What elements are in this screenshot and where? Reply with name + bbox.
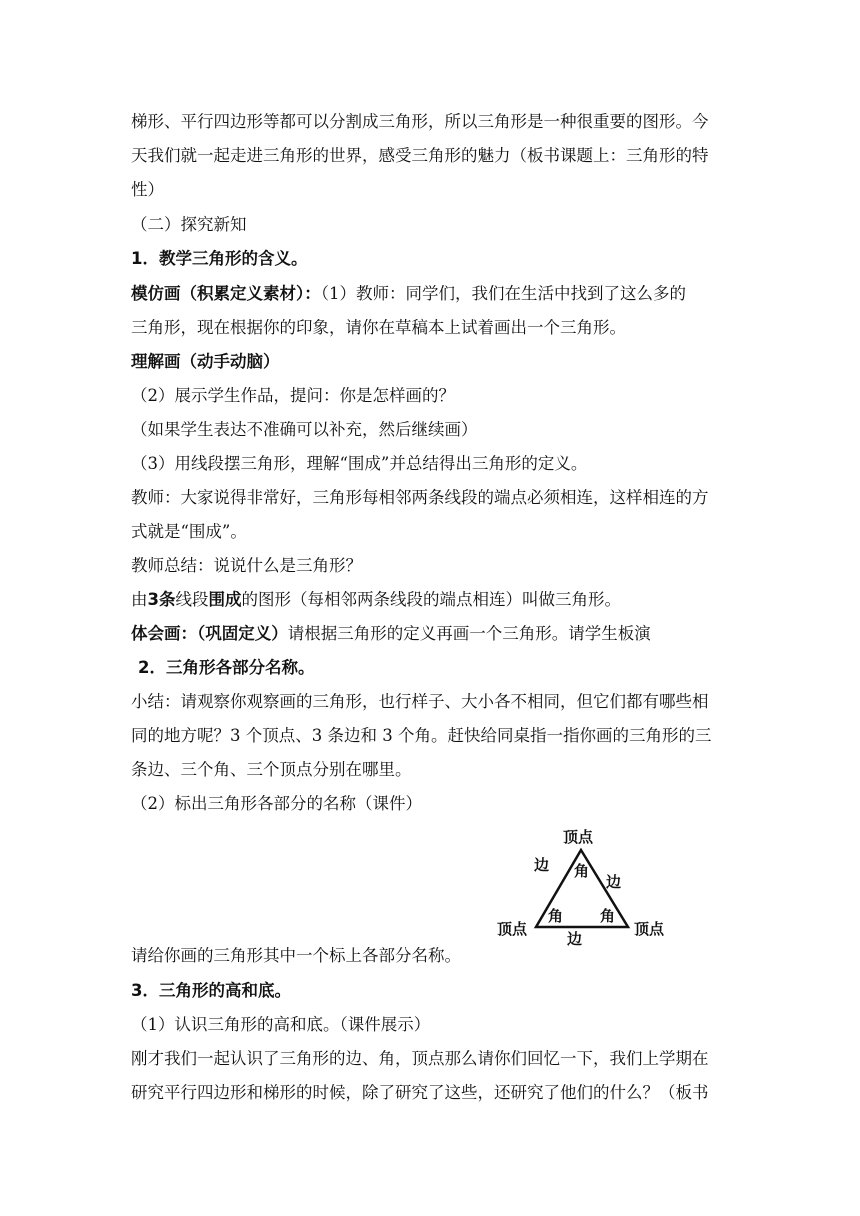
label-edge-right: 边 <box>606 873 622 891</box>
understand-draw-label: 理解画（动手动脑） <box>131 352 280 371</box>
subsection-heading: 1．教学三角形的含义。 <box>131 249 308 268</box>
imitate-draw-label: 模仿画（积累定义素材）： <box>131 284 321 303</box>
label-angle-left: 角 <box>548 907 564 925</box>
paragraph-line: 式就是“围成”。 <box>131 522 247 541</box>
definition-text: 的图形（每相邻两条线段的端点相连）叫做三角形。 <box>241 590 621 609</box>
label-vertex-right: 顶点 <box>634 920 665 938</box>
subsection-heading: 3．三角形的高和底。 <box>131 981 291 1000</box>
label-edge-left: 边 <box>534 856 550 874</box>
subsection-heading: 2．三角形各部分名称。 <box>138 658 315 677</box>
definition-text: 线段 <box>175 590 209 609</box>
paragraph-line: 同的地方呢？3 个顶点、3 条边和 3 个角。赶快给同桌指一指你画的三角形的三 <box>131 726 712 745</box>
paragraph-line: （如果学生表达不准确可以补充，然后继续画） <box>131 420 478 439</box>
section-heading: （二）探究新知 <box>131 215 247 234</box>
paragraph-line: （3）用线段摆三角形，理解“围成”并总结得出三角形的定义。 <box>131 454 588 473</box>
paragraph-line: 性） <box>131 180 164 199</box>
definition-text: 由 <box>131 590 148 609</box>
experience-draw-text: 请根据三角形的定义再画一个三角形。请学生板演 <box>287 624 651 643</box>
paragraph-line: 教师总结：说说什么是三角形？ <box>131 556 362 575</box>
paragraph-line: 教师：大家说得非常好，三角形每相邻两条线段的端点必须相连，这样相连的方 <box>131 488 709 507</box>
experience-draw-paragraph <box>131 621 743 647</box>
label-vertex-top: 顶点 <box>563 828 594 846</box>
paragraph-line: （2）展示学生作品，提问：你是怎样画的？ <box>131 386 455 405</box>
paragraph-line: 小结：请观察你观察画的三角形，也行样子、大小各不相同，但它们都有哪些相 <box>131 692 709 711</box>
paragraph-line: 三角形，现在根据你的印象，请你在草稿本上试着画出一个三角形。 <box>131 318 626 337</box>
imitate-draw-text: （1）教师：同学们，我们在生活中找到了这么多的 <box>320 284 686 303</box>
paragraph-line: （2）标出三角形各部分的名称（课件） <box>131 794 422 813</box>
label-vertex-left: 顶点 <box>497 920 528 938</box>
paragraph-line: 天我们就一起走进三角形的世界，感受三角形的魅力（板书课题上：三角形的特 <box>131 146 709 165</box>
label-angle-top: 角 <box>574 862 590 880</box>
triangle-definition <box>131 587 743 613</box>
imitate-draw-paragraph <box>131 281 743 307</box>
label-edge-bottom: 边 <box>567 930 583 948</box>
triangle-parts-diagram <box>494 826 674 948</box>
paragraph-line: 条边、三个角、三个顶点分别在哪里。 <box>131 760 412 779</box>
paragraph-line: 请给你画的三角形其中一个标上各部分名称。 <box>131 946 461 965</box>
paragraph-line: （1）认识三角形的高和底。（课件展示） <box>131 1015 431 1034</box>
experience-draw-label: 体会画：（巩固定义） <box>131 624 288 643</box>
paragraph-line: 研究平行四边形和梯形的时候，除了研究了这些，还研究了他们的什么？（板书 <box>131 1083 709 1102</box>
paragraph-line: 刚才我们一起认识了三角形的边、角，顶点那么请你们回忆一下，我们上学期在 <box>131 1049 709 1068</box>
definition-number: 3 <box>147 590 159 609</box>
label-angle-right: 角 <box>600 907 616 925</box>
paragraph-line: 梯形、平行四边形等都可以分割成三角形，所以三角形是一种很重要的图形。今 <box>131 112 709 131</box>
definition-bold: 围成 <box>208 590 242 609</box>
definition-bold: 条 <box>158 590 176 609</box>
